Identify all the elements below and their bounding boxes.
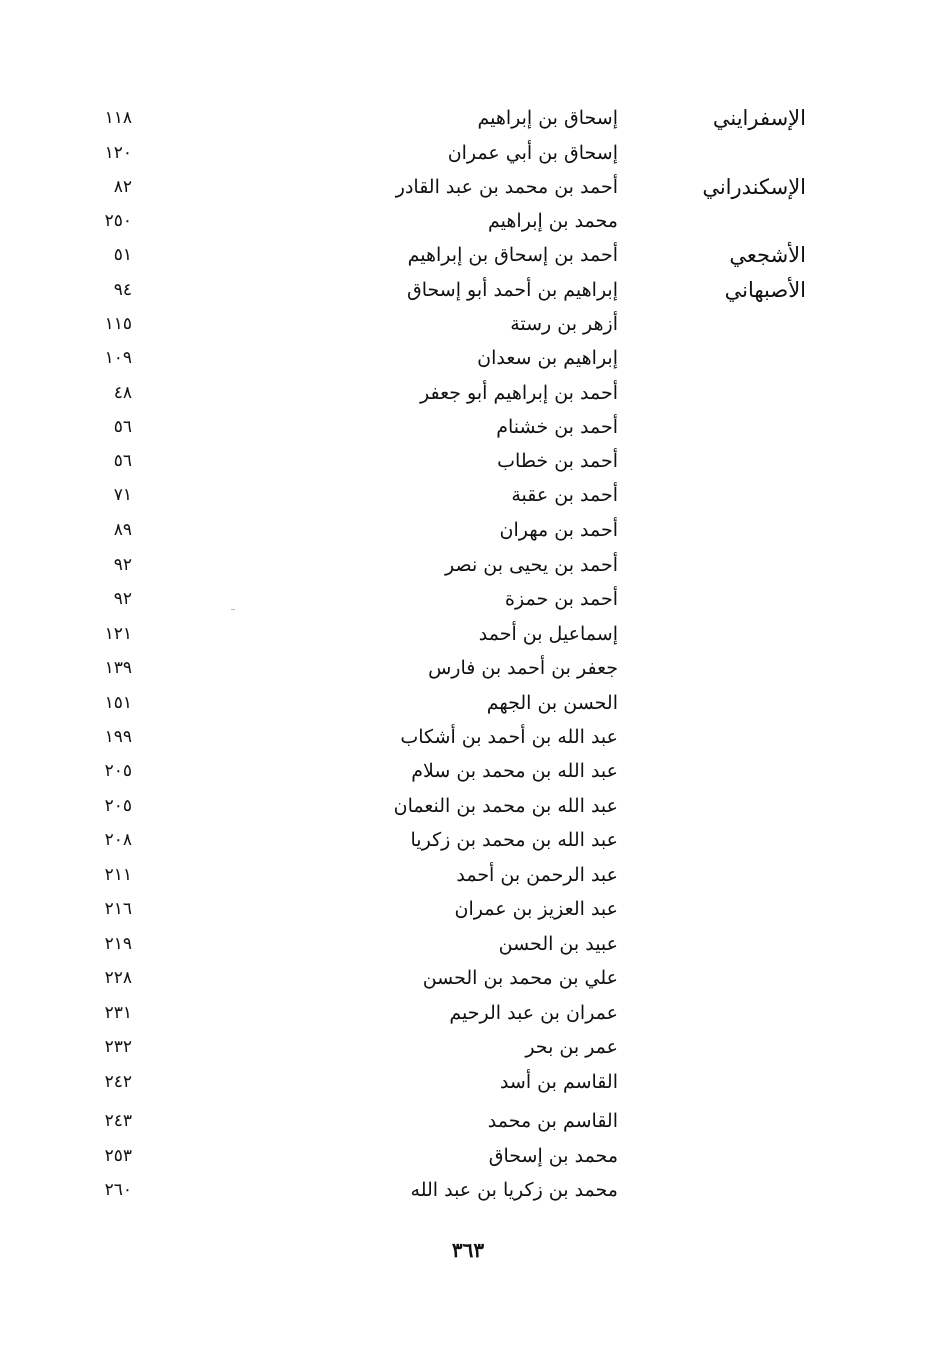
entry-name: عبد العزيز بن عمران	[454, 898, 618, 920]
entry-page-ref: ٢٦٠	[104, 1180, 132, 1200]
entry-page-ref: ٩٢	[113, 589, 132, 609]
entry-name: محمد بن زكريا بن عبد الله	[410, 1179, 618, 1201]
entry-page-ref: ٢٤٢	[104, 1072, 132, 1092]
entry-page-ref: ٢١١	[104, 865, 132, 885]
index-entry	[0, 617, 936, 651]
index-entry	[0, 307, 936, 341]
entry-name: إبراهيم بن أحمد أبو إسحاق	[407, 279, 618, 301]
entry-page-ref: ٩٤	[113, 280, 132, 300]
entry-page-ref: ٢١٩	[104, 934, 132, 954]
entry-name: أزهر بن رستة	[510, 313, 618, 335]
entry-nisba: الأصبهاني	[724, 278, 806, 302]
entry-page-ref: ٧١	[113, 485, 132, 505]
entry-page-ref: ٢٠٥	[104, 796, 132, 816]
entry-name: أحمد بن حمزة	[505, 588, 618, 610]
entry-name: علي بن محمد بن الحسن	[422, 967, 618, 989]
index-entry	[0, 410, 936, 444]
entry-page-ref: ٢٣١	[104, 1003, 132, 1023]
index-entry	[0, 1065, 936, 1099]
entry-name: عبد الله بن محمد بن النعمان	[393, 795, 618, 817]
index-entry	[0, 513, 936, 547]
index-entry	[0, 478, 936, 512]
index-entry	[0, 170, 936, 204]
entry-name: أحمد بن خطاب	[497, 450, 618, 472]
entry-name: الحسن بن الجهم	[486, 692, 618, 714]
index-entry	[0, 789, 936, 823]
index-entry	[0, 101, 936, 135]
index-entry	[0, 996, 936, 1030]
index-entry	[0, 823, 936, 857]
index-entry	[0, 1030, 936, 1064]
entry-page-ref: ٤٨	[113, 383, 132, 403]
entry-page-ref: ٢١٦	[104, 899, 132, 919]
entry-page-ref: ٢٠٨	[104, 830, 132, 850]
entry-page-ref: ١٥١	[104, 693, 132, 713]
entry-page-ref: ٢٤٣	[104, 1111, 132, 1131]
entry-name: عبد الله بن محمد بن زكريا	[410, 829, 618, 851]
index-entry	[0, 892, 936, 926]
index-entry	[0, 136, 936, 170]
entry-page-ref: ١٣٩	[104, 658, 132, 678]
entry-page-ref: ٥١	[113, 245, 132, 265]
entry-page-ref: ١١٨	[104, 108, 132, 128]
entry-name: إبراهيم بن سعدان	[477, 347, 618, 369]
index-entry	[0, 376, 936, 410]
entry-name: جعفر بن أحمد بن فارس	[428, 657, 618, 679]
index-entry	[0, 1139, 936, 1173]
index-entry	[0, 1173, 936, 1207]
index-entry	[0, 204, 936, 238]
entry-name: إسماعيل بن أحمد	[478, 623, 618, 645]
index-entry	[0, 548, 936, 582]
entry-page-ref: ١٩٩	[104, 727, 132, 747]
scan-speck	[231, 609, 235, 610]
entry-name: عمر بن بحر	[525, 1036, 618, 1058]
index-entry	[0, 651, 936, 685]
entry-page-ref: ٢٥٣	[104, 1146, 132, 1166]
entry-name: عبد الله بن أحمد بن أشكاب	[400, 726, 618, 748]
entry-name: أحمد بن إبراهيم أبو جعفر	[419, 382, 618, 404]
entry-name: محمد بن إبراهيم	[488, 210, 618, 232]
entry-name: عمران بن عبد الرحيم	[449, 1002, 618, 1024]
entry-nisba: الإسفرايني	[712, 106, 806, 130]
entry-name: أحمد بن محمد بن عبد القادر	[395, 176, 618, 198]
entry-name: أحمد بن يحيى بن نصر	[444, 554, 618, 576]
index-entry	[0, 341, 936, 375]
entry-name: إسحاق بن إبراهيم	[477, 107, 618, 129]
index-entry	[0, 1104, 936, 1138]
entry-name: محمد بن إسحاق	[488, 1145, 618, 1167]
index-entry	[0, 961, 936, 995]
entry-nisba: الإسكندراني	[702, 175, 806, 199]
entry-page-ref: ٢٥٠	[104, 211, 132, 231]
entry-name: القاسم بن محمد	[487, 1110, 618, 1132]
entry-page-ref: ١١٥	[104, 314, 132, 334]
entry-name: أحمد بن عقبة	[511, 484, 618, 506]
entry-name: أحمد بن خشنام	[496, 416, 618, 438]
entry-page-ref: ١٠٩	[104, 348, 132, 368]
entry-page-ref: ٢٠٥	[104, 761, 132, 781]
entry-name: القاسم بن أسد	[499, 1071, 618, 1093]
entry-name: إسحاق بن أبي عمران	[447, 142, 618, 164]
index-entry	[0, 686, 936, 720]
entry-page-ref: ٥٦	[113, 417, 132, 437]
entry-page-ref: ٢٢٨	[104, 968, 132, 988]
entry-page-ref: ١٢١	[104, 624, 132, 644]
entry-page-ref: ٩٢	[113, 555, 132, 575]
entry-page-ref: ٨٩	[113, 520, 132, 540]
index-entry	[0, 444, 936, 478]
index-entry	[0, 858, 936, 892]
page-number: ٣٦٣	[451, 1238, 485, 1262]
entry-nisba: الأشجعي	[729, 243, 806, 267]
entry-name: عبد الله بن محمد بن سلام	[411, 760, 618, 782]
index-entry	[0, 273, 936, 307]
entry-page-ref: ٢٣٢	[104, 1037, 132, 1057]
entry-page-ref: ٥٦	[113, 451, 132, 471]
index-entry	[0, 582, 936, 616]
index-entry	[0, 720, 936, 754]
entry-name: أحمد بن إسحاق بن إبراهيم	[407, 244, 618, 266]
entry-page-ref: ١٢٠	[104, 143, 132, 163]
entry-page-ref: ٨٢	[113, 177, 132, 197]
entry-name: عبيد بن الحسن	[498, 933, 618, 955]
index-entry	[0, 754, 936, 788]
entry-name: أحمد بن مهران	[499, 519, 618, 541]
entry-name: عبد الرحمن بن أحمد	[456, 864, 618, 886]
index-entry	[0, 927, 936, 961]
index-entry	[0, 238, 936, 272]
